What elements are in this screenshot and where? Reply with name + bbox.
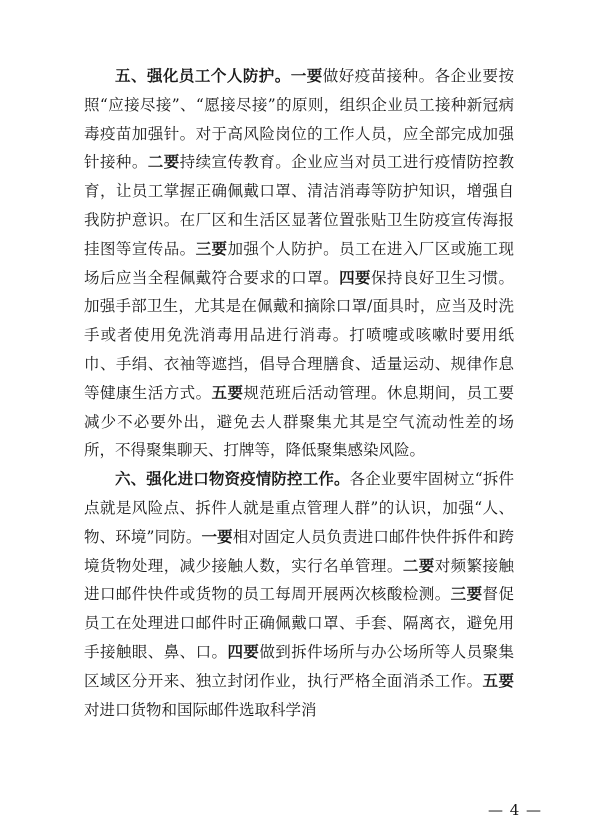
- section-5-paragraph: [84, 62, 514, 465]
- point-3-label: 三要: [450, 585, 483, 604]
- point-4-label: 四要: [227, 642, 260, 661]
- point-2-text: 持续宣传教育。企业应当对员工进行疫情防控教育，让员工掌握正确佩戴口罩、清洁消毒等防护知识，增强自我防护意识。在厂区和生活区显著位置张贴卫生防疫宣传海报挂图等宣传品。: [84, 153, 514, 258]
- page-number: — 4 —: [487, 801, 543, 819]
- point-3-text: 加强个人防护。员工在进入厂区或施工现场后应当全程佩戴符合要求的口罩。: [84, 239, 514, 287]
- point-5-text: 对进口货物和国际邮件选取科学消: [84, 700, 317, 719]
- point-3-text: 督促员工在处理进口邮件时正确佩戴口罩、手套、隔离衣，避免用手接触眼、鼻、口。: [84, 585, 514, 661]
- point-4-text: 保持良好卫生习惯。加强手部卫生，尤其是在佩戴和摘除口罩/面具时，应当及时洗手或者使用免洗消毒用品进行消毒。打喷嚏或咳嗽时要用纸巾、手绢、衣袖等遮挡，倡导合理膳食、适量运动、规律作息等健康生活方式。: [84, 268, 514, 402]
- point-1-label: 一要: [201, 527, 233, 546]
- point-4-text: 做到拆件场所与办公场所等人员聚集区域区分开来、独立封闭作业，执行严格全面消杀工作。: [84, 642, 514, 690]
- point-5-label: 五要: [211, 383, 244, 402]
- section-6-paragraph: [84, 465, 514, 724]
- document-body: [84, 62, 514, 724]
- section-5-heading: 五、强化员工个人防护。: [115, 67, 291, 85]
- point-1-text: 做好疫苗接种。各企业要按照“应接尽接”、“愿接尽接”的原则，组织企业员工接种新冠病毒疫苗加强针。对于高风险岗位的工作人员，应全部完成加强针接种。: [84, 67, 514, 172]
- point-5-text: 规范班后活动管理。休息期间，员工要减少不必要外出，避免去人群聚集尤其是空气流动性差的场所，不得聚集聊天、打牌等，降低聚集感染风险。: [84, 383, 514, 460]
- point-2-label: 二要: [147, 153, 180, 172]
- section-6-intro: 各企业要牢固树立“拆件点就是风险点、拆件人就是重点管理人群”的认识，加强“人、物、环境”同防。: [84, 470, 514, 546]
- point-3-label: 三要: [195, 239, 228, 258]
- section-6-heading: 六、强化进口物资疫情防控工作。: [115, 470, 350, 489]
- point-4-label: 四要: [339, 268, 371, 287]
- point-1-label: 一要: [290, 67, 323, 85]
- point-2-text: 对频繁接触进口邮件快件或货物的员工每周开展两次核酸检测。: [84, 556, 514, 604]
- point-5-label: 五要: [482, 671, 514, 690]
- point-2-label: 二要: [402, 556, 435, 575]
- point-1-text: 相对固定人员负责进口邮件快件拆件和跨境货物处理，减少接触人数，实行名单管理。: [84, 527, 514, 575]
